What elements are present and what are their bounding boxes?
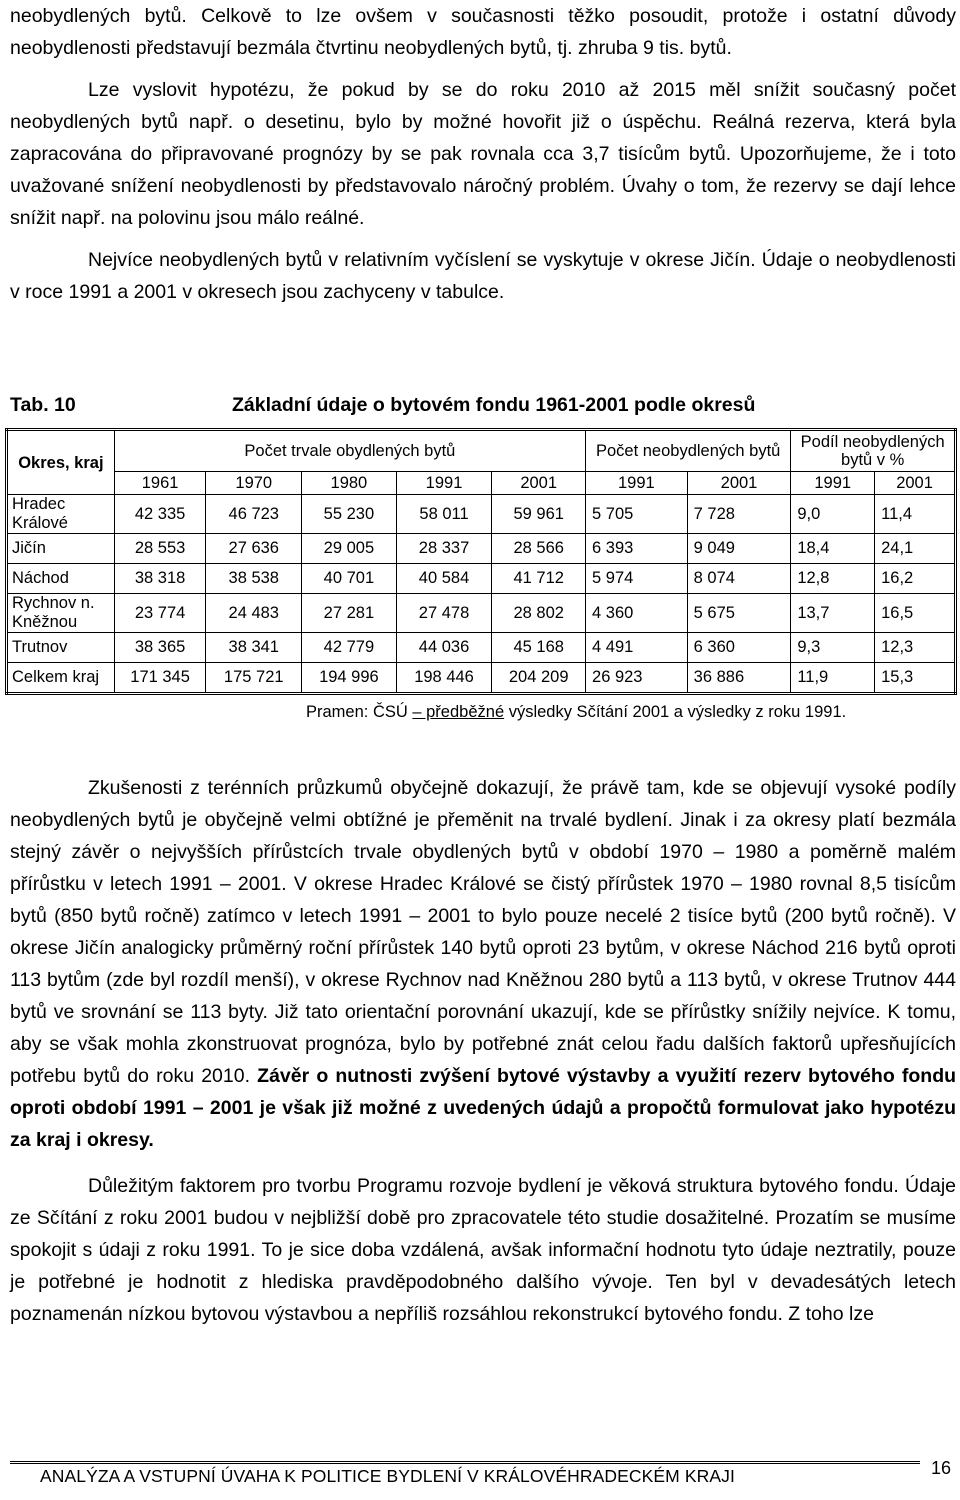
value-cell: 4 360 xyxy=(586,594,688,633)
page-number: 16 xyxy=(931,1458,952,1478)
okres-cell: Jičín xyxy=(7,534,115,564)
value-cell: 29 005 xyxy=(302,534,397,564)
year-header: 1991 xyxy=(586,472,688,495)
year-header: 1991 xyxy=(791,472,875,495)
source-prefix: Pramen: ČSÚ xyxy=(306,703,413,721)
value-cell: 16,2 xyxy=(875,564,956,594)
value-cell: 5 974 xyxy=(586,564,688,594)
value-cell: 13,7 xyxy=(791,594,875,633)
paragraph-intro-2: Lze vyslovit hypotézu, že pokud by se do roku 2010 až 2015 měl snížit současný počet neobydlených bytů např. o desetinu, bylo by možné hovořit již o úspěchu. Reálná rezerva, která byla zapracována do připravované prognózy by se pak rovnala cca 3,7 tisícům bytů. Upozorňujeme, že i toto uvažované snížení neobydlenosti by představovalo náročný problém. Úvahy o tom, že rezervy se dají lehce snížit např. na polovinu jsou málo reálné. xyxy=(10,79,956,229)
value-cell: 6 393 xyxy=(586,534,688,564)
value-cell: 41 712 xyxy=(492,564,586,594)
value-cell: 28 802 xyxy=(492,594,586,633)
value-cell: 11,4 xyxy=(875,495,956,534)
year-header: 2001 xyxy=(492,472,586,495)
value-cell: 28 553 xyxy=(114,534,206,564)
value-cell: 42 779 xyxy=(302,633,397,663)
paragraph-body-1-conclusion: Závěr o nutnosti zvýšení bytové výstavby a využití rezerv bytového fondu oproti období 1991 – 2001 je však již možné z uvedených údajů a propočtů formulovat jako hypotézu za kraj i okresy. xyxy=(10,1065,957,1151)
value-cell: 194 996 xyxy=(302,663,397,694)
value-cell: 59 961 xyxy=(492,495,586,534)
value-cell: 4 491 xyxy=(586,633,688,663)
header-neobydlenych: Počet neobydlených bytů xyxy=(586,430,791,472)
value-cell: 15,3 xyxy=(875,663,956,694)
table-row xyxy=(7,495,956,534)
value-cell: 28 337 xyxy=(396,534,492,564)
value-cell: 6 360 xyxy=(687,633,791,663)
body-text xyxy=(10,772,956,1330)
value-cell: 175 721 xyxy=(206,663,302,694)
source-underlined: – předběžné xyxy=(412,703,505,721)
year-header: 2001 xyxy=(687,472,791,495)
table-row xyxy=(7,633,956,663)
value-cell: 11,9 xyxy=(791,663,875,694)
header-okres: Okres, kraj xyxy=(7,430,115,495)
value-cell: 7 728 xyxy=(687,495,791,534)
value-cell: 26 923 xyxy=(586,663,688,694)
year-header: 1961 xyxy=(114,472,206,495)
value-cell: 36 886 xyxy=(687,663,791,694)
paragraph-intro-3: Nejvíce neobydlených bytů v relativním vyčíslení se vyskytuje v okrese Jičín. Údaje o neobydlenosti v roce 1991 a 2001 v okresech jsou zachyceny v tabulce. xyxy=(10,249,956,303)
value-cell: 40 584 xyxy=(396,564,492,594)
okres-cell: Rychnov n. Kněžnou xyxy=(7,594,115,633)
value-cell: 18,4 xyxy=(791,534,875,564)
value-cell: 24,1 xyxy=(875,534,956,564)
value-cell: 12,3 xyxy=(875,633,956,663)
value-cell: 40 701 xyxy=(302,564,397,594)
paragraph-body-2: Důležitým faktorem pro tvorbu Programu rozvoje bydlení je věková struktura bytového fondu. Údaje ze Sčítání z roku 2001 budou v nejbližší době pro zpracovatele této studie dosažitelné. Prozatím se musíme spokojit s údaji z roku 1991. To je sice doba vzdálená, avšak informační hodnotu tyto údaje neztratily, pouze je potřebné je hodnotit z hlediska pravděpodobného dalšího vývoje. Ten byl v devadesátých letech poznamenán nízkou bytovou výstavbou a nepříliš rozsáhlou rekonstrukcí bytového fondu. Z toho lze xyxy=(10,1175,956,1325)
value-cell: 9,3 xyxy=(791,633,875,663)
value-cell: 24 483 xyxy=(206,594,302,633)
value-cell: 198 446 xyxy=(396,663,492,694)
table-body xyxy=(7,495,956,694)
value-cell: 5 675 xyxy=(687,594,791,633)
header-podil: Podíl neobydlených bytů v % xyxy=(791,430,956,472)
footer-rule xyxy=(10,1461,920,1464)
value-cell: 27 636 xyxy=(206,534,302,564)
header-trvale: Počet trvale obydlených bytů xyxy=(114,430,585,472)
value-cell: 58 011 xyxy=(396,495,492,534)
okres-cell: Trutnov xyxy=(7,633,115,663)
value-cell: 12,8 xyxy=(791,564,875,594)
value-cell: 23 774 xyxy=(114,594,206,633)
footer-title: ANALÝZA A VSTUPNÍ ÚVAHA K POLITICE BYDLENÍ V KRÁLOVÉHRADECKÉM KRAJI xyxy=(40,1466,735,1486)
value-cell: 42 335 xyxy=(114,495,206,534)
value-cell: 9 049 xyxy=(687,534,791,564)
okres-cell: Celkem kraj xyxy=(7,663,115,694)
okres-cell: Náchod xyxy=(7,564,115,594)
value-cell: 27 478 xyxy=(396,594,492,633)
source-suffix: výsledky Sčítání 2001 a výsledky z roku 1991. xyxy=(504,703,847,721)
value-cell: 27 281 xyxy=(302,594,397,633)
year-header: 1980 xyxy=(302,472,397,495)
value-cell: 9,0 xyxy=(791,495,875,534)
year-header: 1991 xyxy=(396,472,492,495)
paragraph-intro-1: neobydlených bytů. Celkově to lze ovšem v současnosti těžko posoudit, protože i ostatní důvody neobydlenosti představují bezmála čtvrtinu neobydlených bytů, tj. zhruba 9 tis. bytů. xyxy=(10,5,956,59)
table-number: Tab. 10 xyxy=(10,394,76,416)
table-source xyxy=(306,703,846,722)
year-header: 2001 xyxy=(875,472,956,495)
table-caption xyxy=(10,394,956,424)
value-cell: 204 209 xyxy=(492,663,586,694)
value-cell: 38 538 xyxy=(206,564,302,594)
value-cell: 44 036 xyxy=(396,633,492,663)
intro-text xyxy=(10,0,956,308)
value-cell: 38 341 xyxy=(206,633,302,663)
value-cell: 38 365 xyxy=(114,633,206,663)
value-cell: 5 705 xyxy=(586,495,688,534)
paragraph-body-1 xyxy=(10,772,956,1156)
value-cell: 171 345 xyxy=(114,663,206,694)
value-cell: 8 074 xyxy=(687,564,791,594)
value-cell: 46 723 xyxy=(206,495,302,534)
value-cell: 55 230 xyxy=(302,495,397,534)
value-cell: 16,5 xyxy=(875,594,956,633)
year-header: 1970 xyxy=(206,472,302,495)
housing-table xyxy=(5,428,957,695)
okres-cell: Hradec Králové xyxy=(7,495,115,534)
value-cell: 45 168 xyxy=(492,633,586,663)
table-row xyxy=(7,663,956,694)
paragraph-body-1-text: Zkušenosti z terénních průzkumů obyčejně dokazují, že právě tam, kde se objevují vysoké podíly neobydlených bytů je obyčejně velmi obtížné je přeměnit na trvalé bydlení. Jinak i za okresy platí bezmála stejný závěr o nejvyšších přírůstcích trvale obydlených bytů v období 1970 – 1980 a poměrně malém přírůstku v letech 1991 – 2001. V okrese Hradec Králové se čistý přírůstek 1970 – 1980 rovnal 8,5 tisícům bytů (850 bytů ročně) zatímco v letech 1991 – 2001 to bylo pouze necelé 2 tisíce bytů (200 bytů ročně). V okrese Jičín analogicky průměrný roční přírůstek 140 bytů oproti 23 bytům, v okrese Náchod 216 bytů oproti 113 bytům (zde byl rozdíl menší), v okrese Rychnov nad Kněžnou 280 bytů a 113 bytů, v okrese Trutnov 444 bytů ve srovnání se 113 byty. Již tato orientační porovnání ukazují, kde se přírůstky snížily nejvíce. K tomu, aby se však mohla zkonstruovat prognóza, bylo by potřebné znát celou řadu dalších faktorů upřesňujících potřebu bytů do roku 2010. xyxy=(10,777,956,1087)
table-row xyxy=(7,534,956,564)
table-title: Základní údaje o bytovém fondu 1961-2001 podle okresů xyxy=(232,394,756,416)
table-row xyxy=(7,564,956,594)
value-cell: 38 318 xyxy=(114,564,206,594)
value-cell: 28 566 xyxy=(492,534,586,564)
table-row xyxy=(7,594,956,633)
